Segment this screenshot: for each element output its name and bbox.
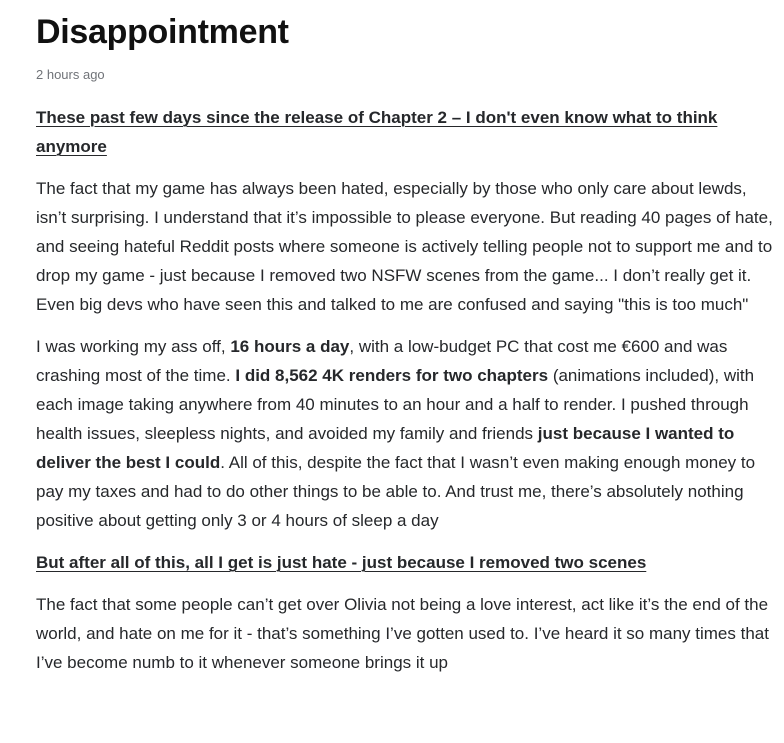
paragraph-2-bold-1: 16 hours a day bbox=[230, 337, 350, 356]
paragraph-2-text-1: I was working my ass off, bbox=[36, 337, 231, 356]
heading-1-text: These past few days since the release of Chapter 2 – I don't even know what to think anymore bbox=[36, 108, 718, 156]
paragraph-2-text-3: (animations included), with each image taking anywhere from 40 minutes to an hour and a half to render. I pushed through health issues, sleepless nights, and avoided my family and friends bbox=[36, 366, 755, 443]
paragraph-2-bold-3: just because I wanted to deliver the best I could bbox=[36, 424, 735, 472]
paragraph-2-bold-2: I did 8,562 4K renders for two chapters bbox=[235, 366, 549, 385]
post-body bbox=[36, 103, 776, 677]
paragraph-1: The fact that my game has always been hated, especially by those who only care about lewds, isn’t surprising. I understand that it’s impossible to please everyone. But reading 40 pages of hate, and seeing hateful Reddit posts where someone is actively telling people not to support me and to drop my game - just because I removed two NSFW scenes from the game... I don’t really get it. Even big devs who have seen this and talked to me are confused and saying "this is too much" bbox=[36, 179, 773, 314]
paragraph-2-text-2: , with a low-budget PC that cost me €600 and was crashing most of the time. bbox=[36, 337, 728, 385]
post-heading-1 bbox=[36, 103, 776, 161]
post-title: Disappointment bbox=[36, 13, 289, 51]
paragraph-2-text-4: . All of this, despite the fact that I wasn’t even making enough money to pay my taxes and had to do other things to be able to. And trust me, there’s absolutely nothing positive about getting only 3 or 4 hours of sleep a day bbox=[36, 453, 756, 530]
paragraph-3: The fact that some people can’t get over Olivia not being a love interest, act like it’s the end of the world, and hate on me for it - that’s something I’ve gotten used to. I’ve heard it so many times that I’ve become numb to it whenever someone brings it up bbox=[36, 595, 769, 672]
heading-2-text: But after all of this, all I get is just hate - just because I removed two scenes bbox=[36, 553, 647, 572]
paragraph-2 bbox=[36, 332, 776, 535]
post-heading-2 bbox=[36, 548, 776, 577]
post-timestamp: 2 hours ago bbox=[36, 67, 105, 82]
